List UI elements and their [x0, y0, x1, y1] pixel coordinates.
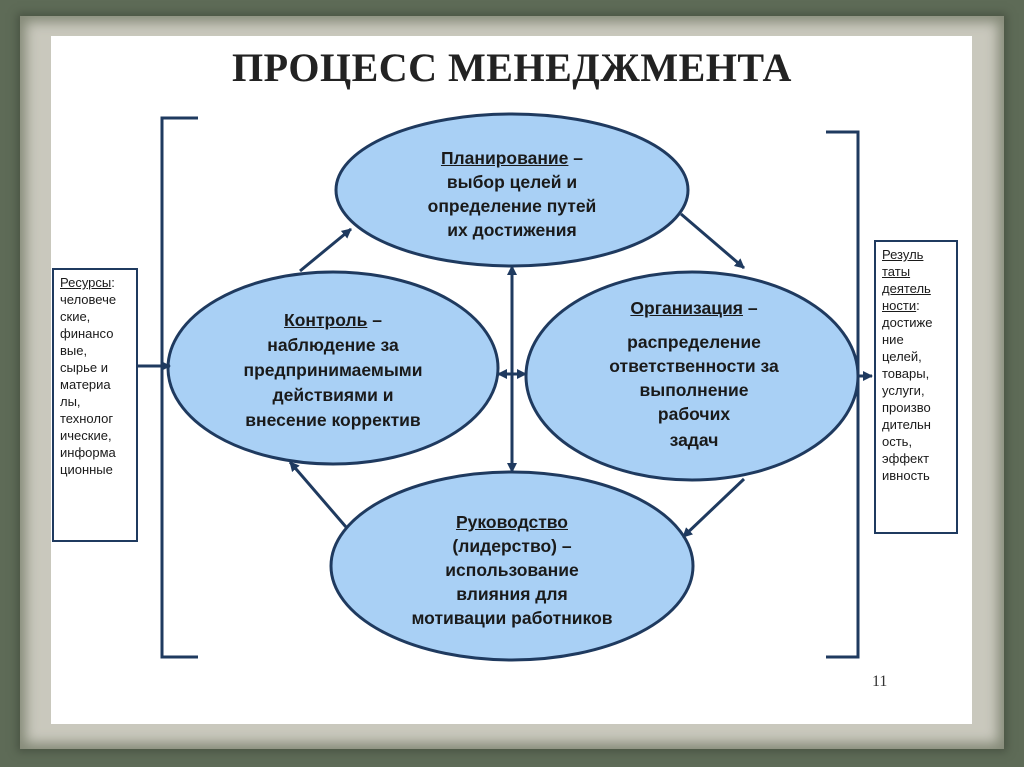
organization-line: рабочих	[657, 404, 731, 424]
results-line: произво	[882, 400, 931, 415]
control-line: внесение корректив	[245, 410, 421, 430]
page-number: 11	[872, 673, 888, 690]
results-colon: :	[916, 298, 920, 313]
resources-line: материа	[60, 377, 111, 392]
organization-line: ответственности за	[609, 356, 779, 376]
control-head: Контроль	[284, 310, 368, 330]
control-line: предпринимаемыми	[243, 360, 423, 380]
arrow-leadership-to-control	[290, 462, 346, 527]
leadership-line: использование	[445, 560, 579, 580]
leadership-line: мотивации работников	[411, 608, 613, 628]
resources-line: технолог	[60, 411, 114, 426]
arrow-control-to-planning	[300, 229, 351, 271]
resources-colon: :	[111, 275, 115, 290]
results-line: ость,	[882, 434, 913, 449]
organization-line: распределение	[627, 332, 761, 352]
organization-head: Организация	[630, 298, 743, 318]
results-head-line: деятель	[882, 281, 931, 296]
results-head-line: Резуль	[882, 247, 924, 262]
arrow-planning-to-organization	[681, 214, 744, 268]
resources-line: человече	[60, 292, 117, 307]
control-line: наблюдение за	[267, 335, 399, 355]
resources-line: вые,	[60, 343, 88, 358]
control-line: действиями и	[272, 385, 394, 405]
organization-line: выполнение	[639, 380, 749, 400]
planning-line: выбор целей и	[446, 172, 578, 192]
results-line: достиже	[882, 315, 933, 330]
resources-line: лы,	[60, 394, 81, 409]
planning-line: определение путей	[427, 196, 597, 216]
leadership-head: Руководство	[455, 512, 568, 532]
control-dash: –	[367, 310, 382, 330]
results-box	[874, 240, 958, 534]
results-line: ивность	[882, 468, 930, 483]
organization-dash: –	[742, 298, 758, 318]
results-line: услуги,	[882, 383, 925, 398]
organization-text	[574, 296, 814, 452]
control-text	[202, 308, 464, 433]
planning-text	[390, 146, 634, 242]
planning-dash: –	[568, 148, 584, 168]
resources-line: ционные	[60, 462, 113, 477]
results-line: ние	[882, 332, 904, 347]
results-line: дительн	[882, 417, 931, 432]
leadership-line: влияния для	[456, 584, 568, 604]
results-head-line: ности	[882, 298, 917, 313]
leadership-line: (лидерство) –	[452, 536, 572, 556]
results-line: товары,	[882, 366, 930, 381]
resources-line: финансо	[60, 326, 114, 341]
resources-line: ические,	[60, 428, 112, 443]
resources-head: Ресурсы	[60, 275, 112, 290]
leadership-text	[376, 510, 648, 630]
slide-title: ПРОЦЕСС МЕНЕДЖМЕНТА	[232, 45, 792, 90]
arrow-organization-to-leadership	[683, 479, 744, 537]
resources-line: ские,	[60, 309, 91, 324]
planning-head: Планирование	[440, 148, 569, 168]
results-line: эффект	[882, 451, 930, 466]
results-line: целей,	[882, 349, 922, 364]
resources-line: сырье и	[60, 360, 108, 375]
organization-line: задач	[669, 430, 719, 450]
resources-box	[52, 268, 138, 542]
planning-line: их достижения	[447, 220, 577, 240]
results-head-line: таты	[882, 264, 911, 279]
resources-line: информа	[60, 445, 116, 460]
